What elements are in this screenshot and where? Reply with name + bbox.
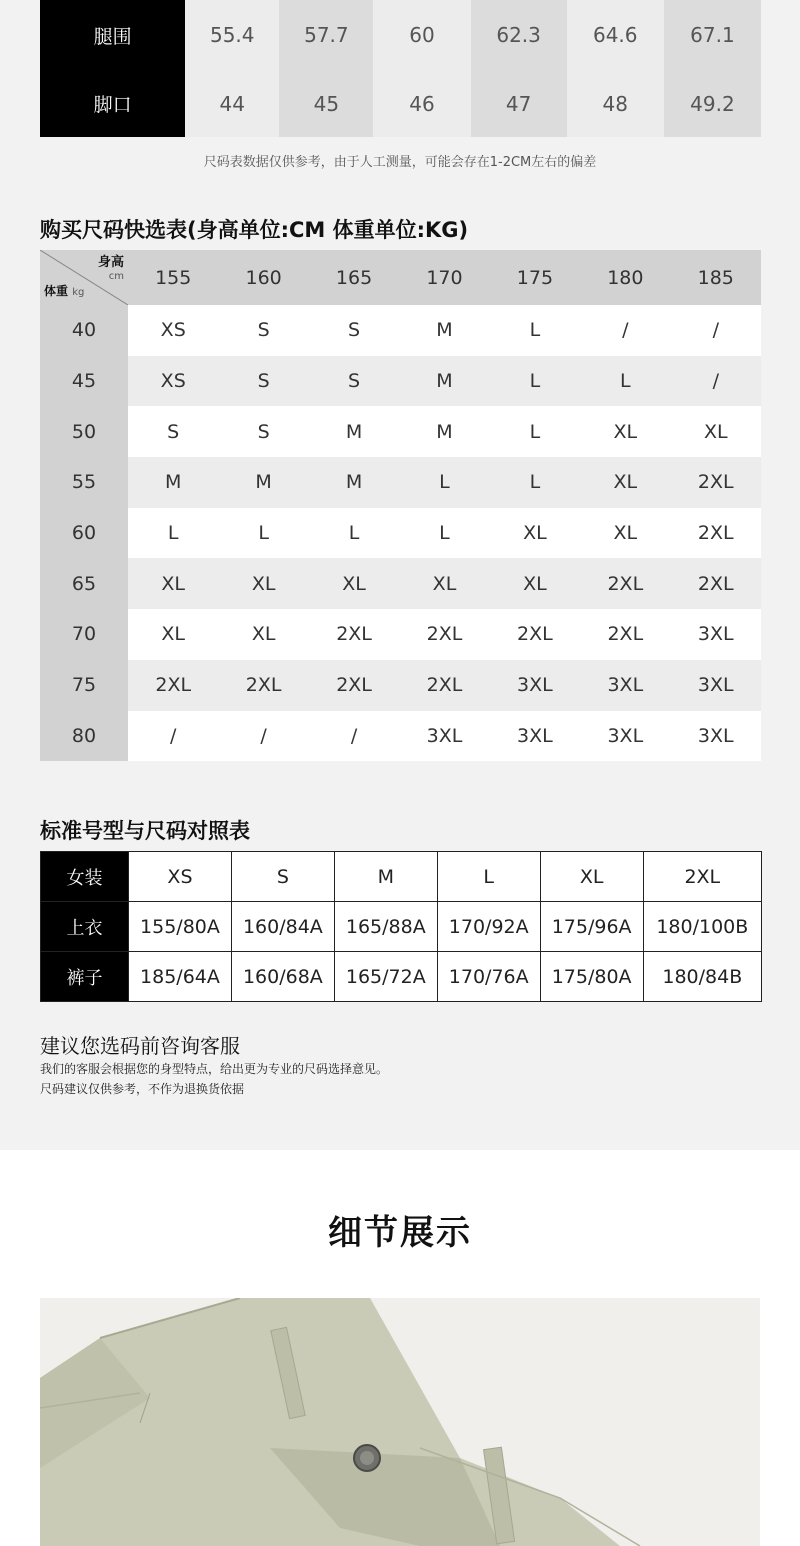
weight-header-cell: 50 [40,406,128,457]
size-cell: 2XL [128,660,218,711]
table-cell: 175/96A [540,902,643,952]
size-cell: L [490,305,580,356]
table-row [41,952,762,1002]
table-cell: 49.2 [664,70,761,137]
product-detail-photo [40,1298,760,1546]
size-cell: XL [399,558,489,609]
size-cell: M [128,457,218,508]
table-row [40,558,761,609]
size-cell: M [218,457,308,508]
measurement-note: 尺码表数据仅供参考，由于人工测量，可能会存在1-2CM左右的偏差 [203,155,597,170]
detail-title: 细节展示 [328,1213,472,1253]
table-cell: 64.6 [567,0,664,70]
row-header: 腿围 [40,0,185,70]
table-cell: 2XL [643,852,761,902]
advice-line-2: 尺码建议仅供参考，不作为退换货依据 [40,1082,245,1096]
size-cell: XL [580,457,670,508]
size-cell: S [309,305,399,356]
size-cell: M [309,457,399,508]
size-cell: 3XL [580,660,670,711]
row-header: 裤子 [41,952,129,1002]
table-row [40,711,761,762]
table-cell: 45 [279,70,373,137]
advice-title: 建议您选码前咨询客服 [40,1034,240,1058]
size-cell: / [580,305,670,356]
size-cell: 2XL [309,660,399,711]
weight-header-cell: 80 [40,711,128,762]
size-cell: L [218,508,308,559]
table-cell: 57.7 [279,0,373,70]
size-cell: S [218,356,308,407]
size-cell: M [399,305,489,356]
table-cell: 160/68A [231,952,334,1002]
size-cell: M [309,406,399,457]
table-cell: M [334,852,437,902]
table-cell: 67.1 [664,0,761,70]
size-cell: 2XL [309,609,399,660]
size-cell: 3XL [490,711,580,762]
size-cell: XL [309,558,399,609]
weight-unit: kg [72,287,85,298]
table-cell: 165/72A [334,952,437,1002]
size-cell: S [218,406,308,457]
size-cell: XL [218,609,308,660]
height-header-cell: 155 [128,250,218,305]
table-row [40,609,761,660]
table-cell: 48 [567,70,664,137]
table-cell: 155/80A [129,902,232,952]
size-cell: / [671,356,761,407]
weight-label: 体重 [44,284,69,298]
size-cell: XL [128,558,218,609]
weight-header-cell: 45 [40,356,128,407]
size-cell: 3XL [671,660,761,711]
weight-header-cell: 65 [40,558,128,609]
size-cell: L [580,356,670,407]
advice-line-1: 我们的客服会根据您的身型特点，给出更为专业的尺码选择意见。 [40,1062,389,1076]
height-header-cell: 160 [218,250,308,305]
height-header-cell: 175 [490,250,580,305]
size-cell: 2XL [671,508,761,559]
weight-header-cell: 70 [40,609,128,660]
size-cell: 2XL [671,558,761,609]
size-cell: M [399,356,489,407]
size-cell: 2XL [218,660,308,711]
table-row [40,305,761,356]
size-cell: XL [218,558,308,609]
size-cell: / [309,711,399,762]
standard-size-table [40,851,762,1002]
table-cell: 170/76A [437,952,540,1002]
table-row [40,508,761,559]
size-cell: XS [128,305,218,356]
size-cell: / [128,711,218,762]
standard-table-title: 标准号型与尺码对照表 [40,819,250,843]
row-header: 女装 [41,852,129,902]
quick-select-table [40,250,761,761]
measurement-table [40,0,761,137]
table-row [40,0,761,70]
table-row [41,852,762,902]
size-cell: 2XL [399,609,489,660]
table-row [40,406,761,457]
size-cell: 2XL [580,609,670,660]
weight-header-cell: 55 [40,457,128,508]
size-cell: XL [128,609,218,660]
size-cell: 3XL [580,711,670,762]
size-cell: 3XL [490,660,580,711]
size-cell: 3XL [671,609,761,660]
size-cell: 3XL [399,711,489,762]
size-cell: XL [490,558,580,609]
size-cell: XL [490,508,580,559]
weight-header-cell: 60 [40,508,128,559]
size-cell: S [218,305,308,356]
row-header: 脚口 [40,70,185,137]
quick-select-title: 购买尺码快选表(身高单位:CM 体重单位:KG) [40,218,469,242]
table-cell: 47 [471,70,567,137]
height-header-cell: 165 [309,250,399,305]
size-cell: 2XL [671,457,761,508]
table-cell: 46 [373,70,470,137]
size-cell: S [309,356,399,407]
table-cell: 44 [185,70,279,137]
size-cell: XL [580,508,670,559]
size-cell: 2XL [399,660,489,711]
table-cell: S [231,852,334,902]
table-cell: 180/100B [643,902,761,952]
table-row [40,70,761,137]
size-cell: / [218,711,308,762]
size-cell: 2XL [580,558,670,609]
height-unit: cm [108,271,124,282]
height-header-cell: 170 [399,250,489,305]
size-cell: L [399,457,489,508]
table-row [41,902,762,952]
table-cell: 62.3 [471,0,567,70]
size-cell: L [399,508,489,559]
table-cell: XL [540,852,643,902]
size-cell: / [671,305,761,356]
table-cell: 180/84B [643,952,761,1002]
table-cell: L [437,852,540,902]
table-cell: 60 [373,0,470,70]
height-header-cell: 185 [671,250,761,305]
size-cell: XS [128,356,218,407]
size-cell: 2XL [490,609,580,660]
height-label: 身高 [97,255,124,270]
table-cell: XS [129,852,232,902]
size-cell: XL [580,406,670,457]
size-cell: L [309,508,399,559]
size-cell: XL [671,406,761,457]
table-row [40,457,761,508]
table-cell: 175/80A [540,952,643,1002]
table-row [40,660,761,711]
table-header-row [40,250,761,305]
size-cell: M [399,406,489,457]
height-header-cell: 180 [580,250,670,305]
pants-illustration [40,1298,760,1546]
row-header: 上衣 [41,902,129,952]
weight-header-cell: 75 [40,660,128,711]
table-cell: 185/64A [129,952,232,1002]
table-cell: 170/92A [437,902,540,952]
corner-cell [40,250,128,305]
size-cell: S [128,406,218,457]
size-cell: 3XL [671,711,761,762]
weight-header-cell: 40 [40,305,128,356]
size-cell: L [490,406,580,457]
table-cell: 55.4 [185,0,279,70]
table-cell: 165/88A [334,902,437,952]
size-cell: L [490,457,580,508]
size-cell: L [128,508,218,559]
table-row [40,356,761,407]
table-cell: 160/84A [231,902,334,952]
size-cell: L [490,356,580,407]
